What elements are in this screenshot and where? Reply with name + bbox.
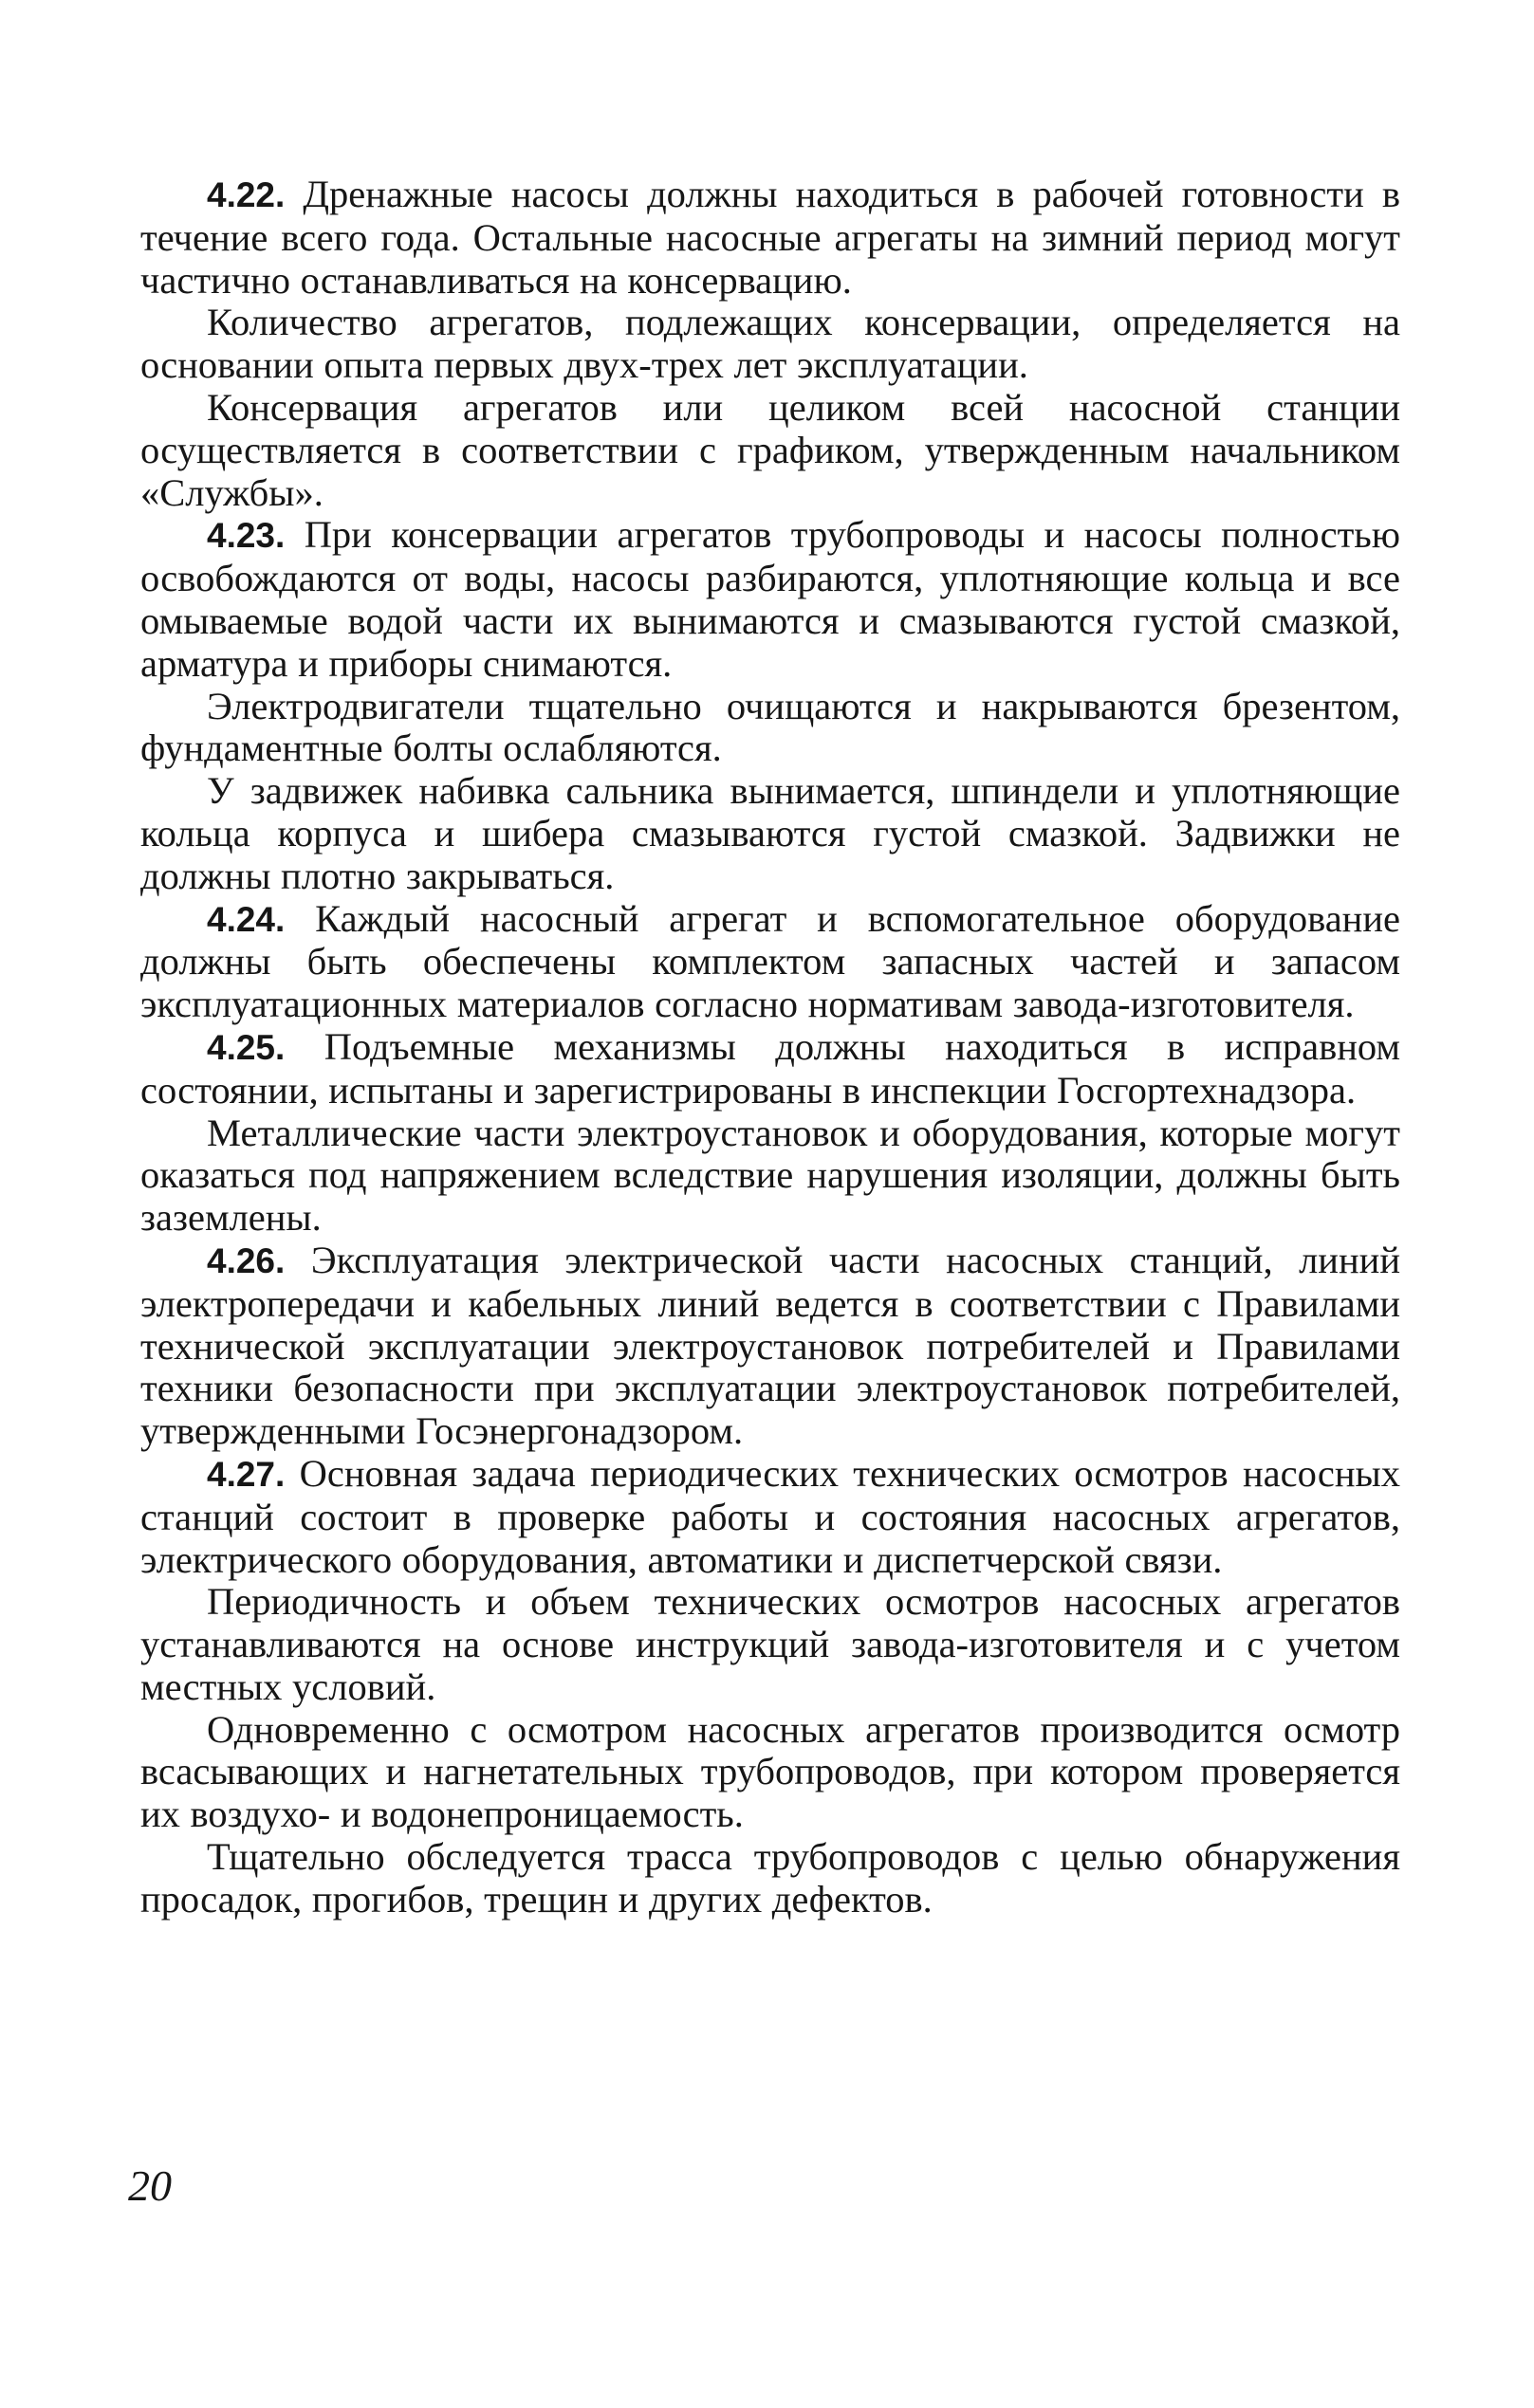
paragraph-4-27-route bbox=[140, 1836, 1400, 1921]
clause-number: 4.24. bbox=[207, 899, 286, 939]
paragraph-text: При консервации агрегатов трубопроводы и насосы полностью освобождаются от воды, насосы разбираются, уплотняющие кольца и все омываемые водой части их вынимаются и смазываются густой смазкой, арматура и приборы снимаются. bbox=[140, 513, 1400, 685]
paragraph-4-24 bbox=[140, 898, 1400, 1026]
paragraph-4-27-pipelines bbox=[140, 1709, 1400, 1836]
paragraph-text: Одновременно с осмотром насосных агрегатов производится осмотр всасывающих и нагнетательных трубопроводов, при котором проверяется их воздухо- и водонепроницаемость. bbox=[140, 1707, 1400, 1836]
paragraph-text: У задвижек набивка сальника вынимается, шпиндели и уплотняющие кольца корпуса и шибера смазываются густой смазкой. Задвижки не должны плотно закрываться. bbox=[140, 769, 1400, 897]
paragraph-4-22-schedule bbox=[140, 387, 1400, 514]
clause-number: 4.27. bbox=[207, 1454, 286, 1494]
clause-number: 4.26. bbox=[207, 1241, 286, 1280]
paragraph-4-22-units bbox=[140, 302, 1400, 387]
paragraph-4-23-valves bbox=[140, 770, 1400, 897]
paragraph-text: Периодичность и объем технических осмотров насосных агрегатов устанавливаются на основе инструкций завода-изготовителя и с учетом местных условий. bbox=[140, 1580, 1400, 1708]
paragraph-4-26 bbox=[140, 1240, 1400, 1453]
clause-number: 4.25. bbox=[207, 1027, 286, 1067]
clause-number: 4.22. bbox=[207, 175, 286, 214]
document-body bbox=[140, 174, 1400, 1921]
paragraph-4-25-grounding bbox=[140, 1112, 1400, 1240]
paragraph-4-23-motors bbox=[140, 686, 1400, 771]
paragraph-4-27 bbox=[140, 1453, 1400, 1581]
paragraph-4-25 bbox=[140, 1026, 1400, 1112]
paragraph-4-23 bbox=[140, 514, 1400, 685]
paragraph-text: Электродвигатели тщательно очищаются и накрываются брезентом, фундаментные болты ослабляются. bbox=[140, 684, 1400, 770]
paragraph-text: Дренажные насосы должны находиться в рабочей готовности в течение всего года. Остальные насосные агрегаты на зимний период могут частично останавливаться на консервацию. bbox=[140, 173, 1400, 302]
paragraph-text: Каждый насосный агрегат и вспомогательное оборудование должны быть обеспечены комплектом запасных частей и запасом эксплуатационных материалов согласно нормативам завода-изготовителя. bbox=[140, 896, 1400, 1026]
paragraph-text: Консервация агрегатов или целиком всей насосной станции осуществляется в соответствии с графиком, утвержденным начальником «Службы». bbox=[140, 385, 1400, 514]
paragraph-4-27-periodicity bbox=[140, 1581, 1400, 1708]
clause-number: 4.23. bbox=[207, 516, 286, 556]
paragraph-text: Основная задача периодических технических осмотров насосных станций состоит в проверке работы и состояния насосных агрегатов, электрического оборудования, автоматики и диспетчерской связи. bbox=[140, 1451, 1400, 1581]
page-number: 20 bbox=[128, 2161, 172, 2210]
paragraph-text: Количество агрегатов, подлежащих консервации, определяется на основании опыта первых двух-трех лет эксплуатации. bbox=[140, 301, 1400, 387]
paragraph-text: Тщательно обследуется трасса трубопроводов с целью обнаружения просадок, прогибов, трещин и других дефектов. bbox=[140, 1835, 1400, 1921]
paragraph-text: Подъемные механизмы должны находиться в исправном состоянии, испытаны и зарегистрированы в инспекции Госгортехнадзора. bbox=[140, 1024, 1400, 1112]
paragraph-text: Эксплуатация электрической части насосных станций, линий электропередачи и кабельных линий ведется в соответствии с Правилами технической эксплуатации электроустановок потребителей и Правилами техники безопасности при эксплуатации электроустановок потребителей, утвержденными Госэнергонадзором. bbox=[140, 1238, 1401, 1453]
paragraph-4-22 bbox=[140, 174, 1400, 302]
paragraph-text: Металлические части электроустановок и оборудования, которые могут оказаться под напряжением вследствие нарушения изоляции, должны быть заземлены. bbox=[140, 1111, 1400, 1240]
